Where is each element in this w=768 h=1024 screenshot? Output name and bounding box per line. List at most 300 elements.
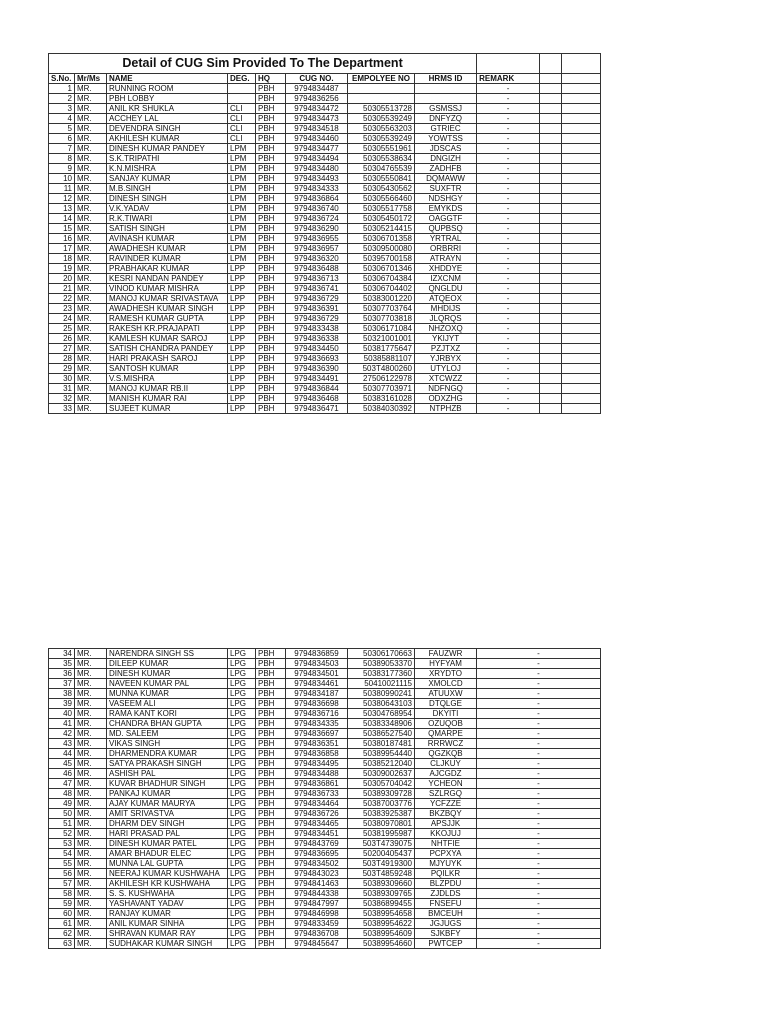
title-cell-mr: MR. (75, 354, 107, 364)
hrms-id-cell: NDFNGQ (415, 384, 477, 394)
remark-cell: - (477, 114, 540, 124)
cug-no-cell: 9794836290 (286, 224, 348, 234)
cug-no-cell: 9794836740 (286, 204, 348, 214)
sno-cell: 3 (49, 104, 75, 114)
sno-cell: 13 (49, 204, 75, 214)
remark-cell: - (477, 284, 540, 294)
cug-no-cell: 9794836864 (286, 194, 348, 204)
designation-cell: CLI (228, 134, 256, 144)
cug-no-cell: 9794836471 (286, 404, 348, 414)
remark-cell: - (477, 819, 601, 829)
sno-cell: 35 (49, 659, 75, 669)
cug-no-cell: 9794836391 (286, 304, 348, 314)
table-row (49, 154, 601, 164)
remark-cell: - (477, 749, 601, 759)
remark-cell: - (477, 154, 540, 164)
title-cell-mr: MR. (75, 739, 107, 749)
employee-no-cell: 50383001220 (348, 294, 415, 304)
cug-no-cell: 9794836693 (286, 354, 348, 364)
remark-cell: - (477, 234, 540, 244)
hrms-id-cell: XTCWZZ (415, 374, 477, 384)
title-cell-mr: MR. (75, 859, 107, 869)
title-cell-mr: MR. (75, 839, 107, 849)
sno-cell: 49 (49, 799, 75, 809)
title-cell-mr: MR. (75, 224, 107, 234)
empty-cell (540, 384, 562, 394)
employee-no-cell: 50306701358 (348, 234, 415, 244)
employee-no-cell: 50305513728 (348, 104, 415, 114)
title-cell-mr: MR. (75, 114, 107, 124)
remark-cell: - (477, 274, 540, 284)
hrms-id-cell: QGZKQB (415, 749, 477, 759)
designation-cell: LPG (228, 859, 256, 869)
hrms-id-cell: PWTCEP (415, 939, 477, 949)
title-cell-mr: MR. (75, 749, 107, 759)
hq-cell: PBH (256, 849, 286, 859)
table-row (49, 144, 601, 154)
employee-no-cell: 50389954440 (348, 749, 415, 759)
hq-cell: PBH (256, 374, 286, 384)
hrms-id-cell: HYFYAM (415, 659, 477, 669)
name-cell: V.S.MISHRA (107, 374, 228, 384)
hrms-id-cell: BLZPDU (415, 879, 477, 889)
empty-cell (562, 404, 601, 414)
empty-cell (562, 384, 601, 394)
table-row (49, 234, 601, 244)
remark-cell: - (477, 909, 601, 919)
remark-cell: - (477, 729, 601, 739)
empty-cell (540, 154, 562, 164)
table-row (49, 889, 601, 899)
hrms-id-cell: BMCEUH (415, 909, 477, 919)
employee-no-cell: 50383925387 (348, 809, 415, 819)
hrms-id-cell: DNFYZQ (415, 114, 477, 124)
cug-no-cell: 9794841463 (286, 879, 348, 889)
name-cell: VINOD KUMAR MISHRA (107, 284, 228, 294)
remark-cell: - (477, 779, 601, 789)
name-cell: R.K.TIWARI (107, 214, 228, 224)
remark-cell: - (477, 244, 540, 254)
title-cell-mr: MR. (75, 344, 107, 354)
employee-no-cell: 50380643103 (348, 699, 415, 709)
employee-no-cell: 50307703818 (348, 314, 415, 324)
employee-no-cell: 50305539249 (348, 134, 415, 144)
hrms-id-cell: PZJTXZ (415, 344, 477, 354)
hrms-id-cell: JGJUGS (415, 919, 477, 929)
empty-cell (540, 374, 562, 384)
hrms-id-cell: YRTRAL (415, 234, 477, 244)
employee-no-cell: 50305430562 (348, 184, 415, 194)
hq-cell: PBH (256, 769, 286, 779)
empty-cell (562, 294, 601, 304)
empty-cell (540, 344, 562, 354)
title-cell-mr: MR. (75, 799, 107, 809)
header-name: NAME (107, 74, 228, 84)
sno-cell: 18 (49, 254, 75, 264)
name-cell: HARI PRAKASH SAROJ (107, 354, 228, 364)
employee-no-cell: 50304768954 (348, 709, 415, 719)
hrms-id-cell: PQILKR (415, 869, 477, 879)
header-deg: DEG. (228, 74, 256, 84)
header-cug-no: CUG NO. (286, 74, 348, 84)
remark-cell: - (477, 669, 601, 679)
cug-no-cell: 9794834502 (286, 859, 348, 869)
title-cell-mr: MR. (75, 324, 107, 334)
table-row (49, 244, 601, 254)
designation-cell: LPG (228, 869, 256, 879)
table-row (49, 324, 601, 334)
hq-cell: PBH (256, 204, 286, 214)
hrms-id-cell: GSMSSJ (415, 104, 477, 114)
table-row (49, 314, 601, 324)
hrms-id-cell: SJKBFY (415, 929, 477, 939)
title-cell-mr: MR. (75, 729, 107, 739)
cug-no-cell: 9794834451 (286, 829, 348, 839)
hrms-id-cell: YJRBYX (415, 354, 477, 364)
hq-cell: PBH (256, 274, 286, 284)
cug-no-cell: 9794833438 (286, 324, 348, 334)
remark-cell: - (477, 204, 540, 214)
sno-cell: 29 (49, 364, 75, 374)
designation-cell: LPP (228, 304, 256, 314)
designation-cell: LPM (228, 164, 256, 174)
cug-no-cell: 9794836844 (286, 384, 348, 394)
sno-cell: 62 (49, 929, 75, 939)
sno-cell: 2 (49, 94, 75, 104)
name-cell: AJAY KUMAR MAURYA (107, 799, 228, 809)
hq-cell: PBH (256, 294, 286, 304)
employee-no-cell: 50305550841 (348, 174, 415, 184)
empty-cell (540, 114, 562, 124)
title-cell-mr: MR. (75, 334, 107, 344)
designation-cell: LPP (228, 314, 256, 324)
empty-cell (540, 354, 562, 364)
employee-no-cell: 50389309728 (348, 789, 415, 799)
name-cell: SUJEET KUMAR (107, 404, 228, 414)
remark-cell: - (477, 344, 540, 354)
title-cell-mr: MR. (75, 234, 107, 244)
hrms-id-cell: JLQRQS (415, 314, 477, 324)
hq-cell: PBH (256, 154, 286, 164)
hq-cell: PBH (256, 729, 286, 739)
hq-cell: PBH (256, 234, 286, 244)
hq-cell: PBH (256, 889, 286, 899)
empty-cell (540, 174, 562, 184)
hq-cell: PBH (256, 759, 286, 769)
table-row (49, 364, 601, 374)
name-cell: MUNNA KUMAR (107, 689, 228, 699)
header-sno: S.No. (49, 74, 75, 84)
name-cell: DILEEP KUMAR (107, 659, 228, 669)
hrms-id-cell: MJYUYK (415, 859, 477, 869)
table-row (49, 939, 601, 949)
sno-cell: 24 (49, 314, 75, 324)
title-cell-mr: MR. (75, 164, 107, 174)
cug-no-cell: 9794844338 (286, 889, 348, 899)
hrms-id-cell: OZUQOB (415, 719, 477, 729)
table-row (49, 374, 601, 384)
employee-no-cell: 50384030392 (348, 404, 415, 414)
name-cell: PBH LOBBY (107, 94, 228, 104)
empty-cell (562, 94, 601, 104)
employee-no-cell: 50304765539 (348, 164, 415, 174)
hrms-id-cell: YOWTSS (415, 134, 477, 144)
remark-cell: - (477, 194, 540, 204)
empty-cell (562, 344, 601, 354)
hrms-id-cell: SZLRGQ (415, 789, 477, 799)
name-cell: MANOJ KUMAR SRIVASTAVA (107, 294, 228, 304)
remark-cell: - (477, 709, 601, 719)
hrms-id-cell: GTRIEC (415, 124, 477, 134)
sno-cell: 45 (49, 759, 75, 769)
employee-no-cell: 503T4800260 (348, 364, 415, 374)
cug-no-cell: 9794836351 (286, 739, 348, 749)
hrms-id-cell: DKYITI (415, 709, 477, 719)
hq-cell: PBH (256, 304, 286, 314)
employee-no-cell: 50306701346 (348, 264, 415, 274)
hq-cell: PBH (256, 244, 286, 254)
name-cell: HARI PRASAD PAL (107, 829, 228, 839)
name-cell: NEERAJ KUMAR KUSHWAHA (107, 869, 228, 879)
remark-cell: - (477, 789, 601, 799)
hq-cell: PBH (256, 214, 286, 224)
title-cell-mr: MR. (75, 889, 107, 899)
name-cell: SHRAVAN KUMAR RAY (107, 929, 228, 939)
hq-cell: PBH (256, 679, 286, 689)
employee-no-cell: 503T4919300 (348, 859, 415, 869)
title-cell-mr: MR. (75, 294, 107, 304)
name-cell: ANIL KR SHUKLA (107, 104, 228, 114)
table-row (49, 749, 601, 759)
empty-cell (540, 304, 562, 314)
table-row (49, 929, 601, 939)
employee-no-cell: 50309500080 (348, 244, 415, 254)
table-row (49, 759, 601, 769)
empty-cell (540, 244, 562, 254)
hrms-id-cell: YCFZZE (415, 799, 477, 809)
cug-no-cell: 9794836698 (286, 699, 348, 709)
empty-cell (562, 364, 601, 374)
remark-cell: - (477, 144, 540, 154)
empty-cell (562, 274, 601, 284)
remark-cell: - (477, 324, 540, 334)
designation-cell: LPP (228, 404, 256, 414)
hq-cell: PBH (256, 909, 286, 919)
cug-no-cell: 9794834187 (286, 689, 348, 699)
title-cell-mr: MR. (75, 919, 107, 929)
name-cell: SANJAY KUMAR (107, 174, 228, 184)
hrms-id-cell: OAGGTF (415, 214, 477, 224)
header-employee-no: EMPOLYEE NO (348, 74, 415, 84)
designation-cell: LPG (228, 849, 256, 859)
sno-cell: 5 (49, 124, 75, 134)
name-cell: SUDHAKAR KUMAR SINGH (107, 939, 228, 949)
title-cell-mr: MR. (75, 659, 107, 669)
employee-no-cell: 50200405437 (348, 849, 415, 859)
remark-cell: - (477, 94, 540, 104)
empty-cell (540, 194, 562, 204)
hq-cell: PBH (256, 899, 286, 909)
name-cell: DHARM DEV SINGH (107, 819, 228, 829)
empty-cell (540, 214, 562, 224)
remark-cell: - (477, 899, 601, 909)
hq-cell: PBH (256, 284, 286, 294)
hrms-id-cell: MHDIJS (415, 304, 477, 314)
cug-no-cell: 9794834493 (286, 174, 348, 184)
hrms-id-cell: CLJKUY (415, 759, 477, 769)
name-cell: AVINASH KUMAR (107, 234, 228, 244)
sno-cell: 31 (49, 384, 75, 394)
empty-cell (540, 264, 562, 274)
cug-no-cell: 9794836861 (286, 779, 348, 789)
cug-no-cell: 9794836697 (286, 729, 348, 739)
sno-cell: 48 (49, 789, 75, 799)
name-cell: MUNNA LAL GUPTA (107, 859, 228, 869)
sno-cell: 19 (49, 264, 75, 274)
name-cell: RANJAY KUMAR (107, 909, 228, 919)
sno-cell: 28 (49, 354, 75, 364)
name-cell: DEVENDRA SINGH (107, 124, 228, 134)
title-cell-mr: MR. (75, 669, 107, 679)
cug-no-cell: 9794836713 (286, 274, 348, 284)
sno-cell: 22 (49, 294, 75, 304)
designation-cell: LPP (228, 384, 256, 394)
employee-no-cell: 50389954609 (348, 929, 415, 939)
remark-cell: - (477, 939, 601, 949)
table-row (49, 719, 601, 729)
remark-cell: - (477, 869, 601, 879)
hq-cell: PBH (256, 859, 286, 869)
sno-cell: 54 (49, 849, 75, 859)
remark-cell: - (477, 174, 540, 184)
empty-cell (562, 334, 601, 344)
empty-cell (540, 224, 562, 234)
name-cell: MANISH KUMAR RAI (107, 394, 228, 404)
empty-cell (540, 284, 562, 294)
designation-cell: LPG (228, 889, 256, 899)
employee-no-cell: 50389309660 (348, 879, 415, 889)
remark-cell: - (477, 809, 601, 819)
employee-no-cell: 50389309765 (348, 889, 415, 899)
designation-cell: LPG (228, 929, 256, 939)
name-cell: RAVINDER KUMAR (107, 254, 228, 264)
empty-cell (562, 184, 601, 194)
remark-cell: - (477, 404, 540, 414)
name-cell: RUNNING ROOM (107, 84, 228, 94)
designation-cell: LPM (228, 254, 256, 264)
empty-cell (562, 324, 601, 334)
header-hq: HQ (256, 74, 286, 84)
sno-cell: 11 (49, 184, 75, 194)
employee-no-cell: 50306170663 (348, 649, 415, 659)
name-cell: DINESH KUMAR (107, 669, 228, 679)
hq-cell: PBH (256, 114, 286, 124)
name-cell: RAKESH KR.PRAJAPATI (107, 324, 228, 334)
cug-no-cell: 9794834465 (286, 819, 348, 829)
empty-cell (562, 354, 601, 364)
cug-sim-table-1 (48, 53, 601, 414)
sno-cell: 60 (49, 909, 75, 919)
empty-cell (540, 314, 562, 324)
cug-no-cell: 9794834335 (286, 719, 348, 729)
hrms-id-cell: FNSEFU (415, 899, 477, 909)
title-cell-mr: MR. (75, 174, 107, 184)
name-cell: AMAR BHADUR ELEC (107, 849, 228, 859)
designation-cell: LPG (228, 699, 256, 709)
hq-cell: PBH (256, 344, 286, 354)
remark-cell: - (477, 214, 540, 224)
table-row (49, 404, 601, 414)
cug-no-cell: 9794836716 (286, 709, 348, 719)
hrms-id-cell: DQMAWW (415, 174, 477, 184)
table-row (49, 224, 601, 234)
hrms-id-cell: NHTFIE (415, 839, 477, 849)
title-cell-mr: MR. (75, 649, 107, 659)
table-row (49, 669, 601, 679)
sno-cell: 12 (49, 194, 75, 204)
employee-no-cell: 50395700158 (348, 254, 415, 264)
empty-cell (562, 104, 601, 114)
name-cell: AMIT SRIVASTVA (107, 809, 228, 819)
table-row (49, 274, 601, 284)
remark-cell: - (477, 689, 601, 699)
remark-cell: - (477, 264, 540, 274)
hq-cell: PBH (256, 829, 286, 839)
table-row (49, 869, 601, 879)
hq-cell: PBH (256, 659, 286, 669)
hq-cell: PBH (256, 739, 286, 749)
designation-cell: LPM (228, 244, 256, 254)
title-cell-mr: MR. (75, 264, 107, 274)
cug-no-cell: 9794836741 (286, 284, 348, 294)
empty-cell (540, 324, 562, 334)
employee-no-cell: 50385881107 (348, 354, 415, 364)
employee-no-cell: 50305563203 (348, 124, 415, 134)
name-cell: KUVAR BHADHUR SINGH (107, 779, 228, 789)
name-cell: PANKAJ KUMAR (107, 789, 228, 799)
title-cell-mr: MR. (75, 779, 107, 789)
name-cell: MD. SALEEM (107, 729, 228, 739)
hq-cell: PBH (256, 719, 286, 729)
hrms-id-cell: DTQLGE (415, 699, 477, 709)
table-row (49, 394, 601, 404)
empty-cell (562, 284, 601, 294)
hrms-id-cell: ATUUXW (415, 689, 477, 699)
table-row (49, 254, 601, 264)
sno-cell: 52 (49, 829, 75, 839)
employee-no-cell: 50305214415 (348, 224, 415, 234)
employee-no-cell: 50305538634 (348, 154, 415, 164)
employee-no-cell: 50381995987 (348, 829, 415, 839)
hq-cell: PBH (256, 194, 286, 204)
cug-no-cell: 9794836729 (286, 314, 348, 324)
designation-cell: LPG (228, 709, 256, 719)
cug-no-cell: 9794834487 (286, 84, 348, 94)
title-cell-mr: MR. (75, 244, 107, 254)
hq-cell: PBH (256, 919, 286, 929)
employee-no-cell: 50387003776 (348, 799, 415, 809)
hrms-id-cell: NDSHGY (415, 194, 477, 204)
table-row (49, 809, 601, 819)
employee-no-cell: 50389954658 (348, 909, 415, 919)
title-cell-mr: MR. (75, 939, 107, 949)
table-row (49, 679, 601, 689)
designation-cell: LPG (228, 729, 256, 739)
designation-cell: LPG (228, 649, 256, 659)
hrms-id-cell: UTYLOJ (415, 364, 477, 374)
employee-no-cell: 503T4859248 (348, 869, 415, 879)
empty-cell (562, 314, 601, 324)
